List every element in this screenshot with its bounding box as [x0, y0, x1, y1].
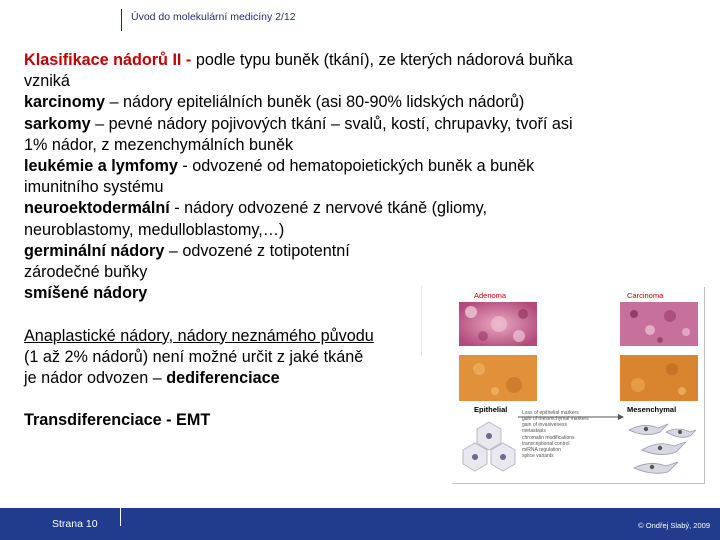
- line-leukemia: leukémie a lymfomy - odvozené od hematopoietických buněk a buněk: [24, 157, 535, 176]
- label-mesenchymal: Mesenchymal: [627, 405, 677, 414]
- line-dedifferentiation: je nádor odvozen – dediferenciace: [24, 369, 280, 388]
- line-emt: Transdiferenciace - EMT: [24, 411, 211, 430]
- footer-bar: [0, 508, 720, 540]
- figure-border-bottom: [452, 483, 705, 484]
- line-classification: Klasifikace nádorů II - podle typu buněk (tkání), ze kterých nádorová buňka: [24, 51, 573, 69]
- line-germinal: germinální nádory – odvozené z totipotentní: [24, 241, 350, 260]
- header-title: Úvod do molekulární medicíny 2/12: [131, 11, 296, 23]
- emt-regulation-text: chromatin modifications transcriptional control miRNA regulation splice variants: [522, 435, 575, 459]
- epithelial-cells-diagram: [458, 416, 520, 478]
- copyright-notice: © Ondřej Slabý, 2009: [638, 521, 710, 530]
- figure-separator: [421, 286, 422, 356]
- slide-content: Klasifikace nádorů II - podle typu buněk (tkání), ze kterých nádorová buňka vzniká karcinomy – nádory epiteliálních buněk (asi 80-90% lidských nádorů) sarkomy – pevné nádory pojivových tkání – svalů, kostí, chrupavky, tvoří asi 1% nádor, z mezenchymálních buněk leukémie a lymfomy - odvozené od hematopoietických buněk a buněk imunitního systému neuroektodermální - nádory odvozené z nervové tkáně (gliomy, neuroblastomy, medulloblastomy,…) germinální nádory – odvozené z totipotentní zárodečné buňky smíšené nádory Anaplastické nádory, nádory neznámého původu (1 až 2% nádorů) není možné určit z jaké tkáně je nádor odvozen – dediferenciace Transdiferenciace - EMT: [24, 50, 704, 432]
- line-sarcomas: sarkomy – pevné nádory pojivových tkání – svalů, kostí, chrupavky, tvoří asi: [24, 114, 573, 133]
- line-carcinomas: karcinomy – nádory epiteliálních buněk (asi 80-90% lidských nádorů): [24, 93, 525, 112]
- carcinoma-stain-image: [620, 355, 698, 401]
- emt-markers-text: Loss of epithelial markers gain of mesenchymal markers gain of invasiveness metastasis: [522, 410, 589, 434]
- adenoma-tissue-image: [459, 302, 537, 346]
- carcinoma-tissue-image: [620, 302, 698, 346]
- label-carcinoma: Carcinoma: [627, 291, 664, 300]
- line-mixed: smíšené nádory: [24, 284, 148, 303]
- emt-figure: [452, 283, 705, 483]
- line-neuroectodermal: neuroektodermální - nádory odvozené z nervové tkáně (gliomy,: [24, 199, 488, 218]
- label-epithelial: Epithelial: [474, 405, 508, 414]
- footer-divider: [120, 508, 121, 526]
- mesenchymal-cells-diagram: [624, 416, 700, 478]
- classification-heading: Klasifikace nádorů II -: [24, 51, 192, 69]
- figure-border-right: [704, 287, 705, 483]
- label-adenoma: Adenoma: [474, 291, 507, 300]
- emt-arrow: [518, 413, 626, 421]
- line-anaplastic: Anaplastické nádory, nádory neznámého původu: [24, 326, 374, 345]
- page-number: Strana 10: [52, 518, 98, 530]
- header-divider: [121, 9, 122, 31]
- adenoma-stain-image: [459, 355, 537, 401]
